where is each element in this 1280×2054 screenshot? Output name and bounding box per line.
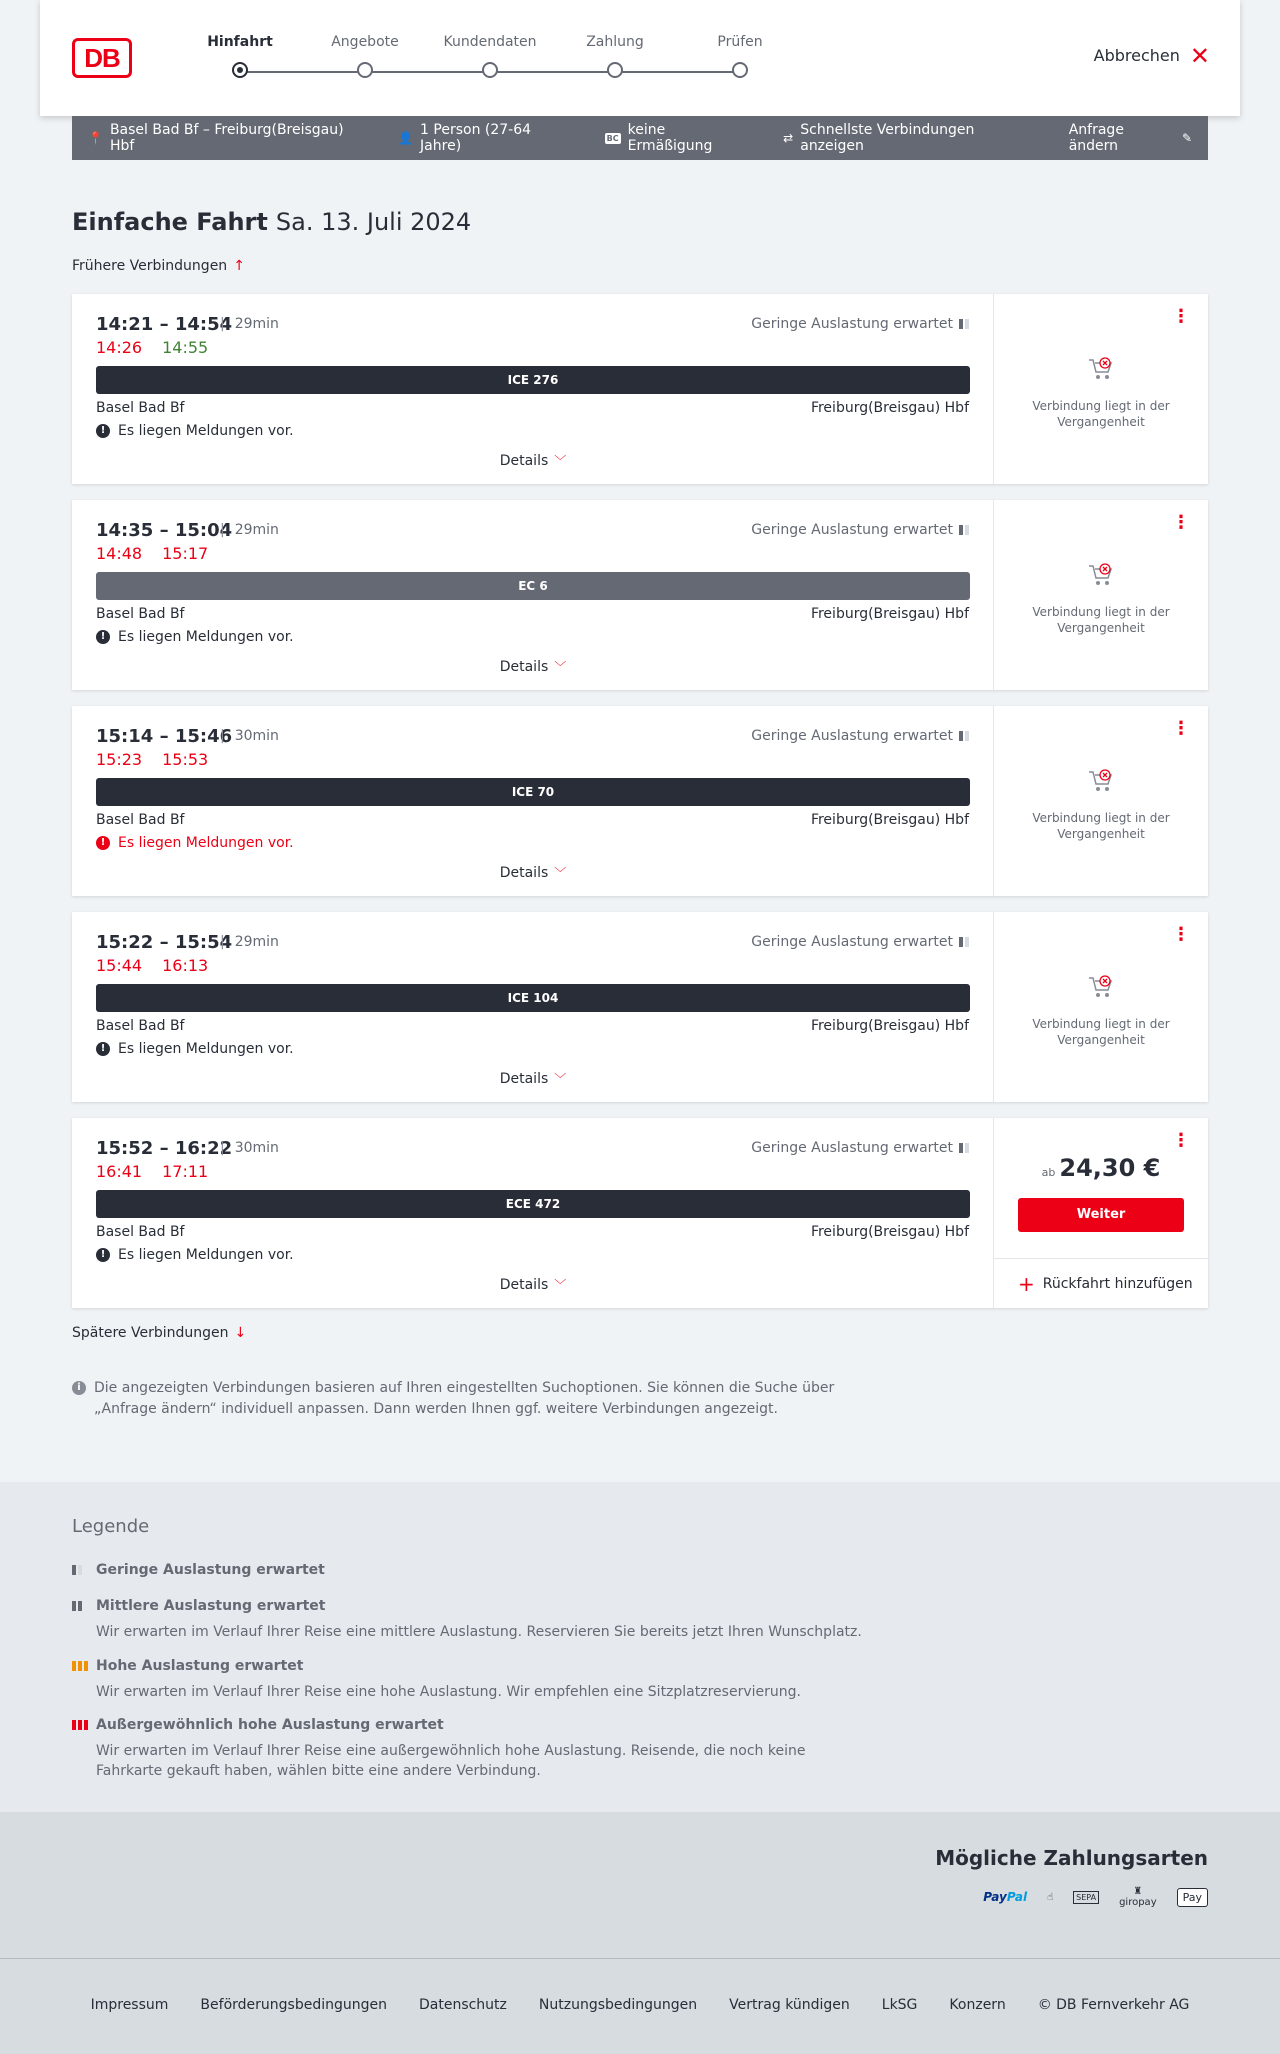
- message-notice: [96, 629, 294, 645]
- paypal-part-b: Pal: [1006, 1890, 1028, 1904]
- planned-times: 15:22 – 15:54: [96, 932, 233, 953]
- realtime-departure: 16:41: [96, 1162, 143, 1181]
- progress-steps: [207, 34, 790, 84]
- persons-text: 1 Person (27-64 Jahre): [420, 122, 532, 154]
- step-angebote: [315, 34, 415, 50]
- details-toggle[interactable]: [72, 452, 994, 469]
- message-text: Es liegen Meldungen vor.: [118, 835, 294, 851]
- chevron-down-icon: ﹀: [554, 454, 567, 468]
- planned-times: 14:21 – 14:54: [96, 314, 233, 335]
- cart-unavailable-icon: [1087, 356, 1115, 382]
- occupancy-info: [751, 522, 969, 538]
- connection-card[interactable]: [72, 912, 1208, 1102]
- cart-unavailable-icon: [1087, 562, 1115, 588]
- exclamation-icon: !: [96, 1042, 110, 1056]
- chevron-down-icon: ﹀: [554, 660, 567, 674]
- train-bar: ICE 276: [96, 366, 970, 394]
- pencil-icon: ✎: [1181, 131, 1192, 145]
- details-toggle[interactable]: [72, 1276, 994, 1293]
- realtime-times: [96, 338, 208, 357]
- note-text: Die angezeigten Verbindungen basieren auf Ihren eingestellten Suchoptionen. Sie können die Suche über „Anfrage ändern“ individuell anpassen. Dann werden Ihnen ggf. weitere Verbindungen angezeigt.: [94, 1380, 835, 1417]
- cart-unavailable-icon: [1087, 974, 1115, 1000]
- origin-station: Basel Bad Bf: [96, 606, 185, 622]
- fastest-text: Schnellste Verbindungen anzeigen: [800, 122, 975, 154]
- connection-info: [72, 912, 994, 1102]
- occupancy-info: [751, 316, 969, 332]
- payment-methods: [983, 1886, 1208, 1908]
- occupancy-exceptional-icon: [72, 1720, 88, 1730]
- legend-item-desc: Wir erwarten im Verlauf Ihrer Reise eine hohe Auslastung. Wir empfehlen eine Sitzplatzreservierung.: [96, 1684, 801, 1700]
- legend-item-low: [72, 1562, 872, 1578]
- train-bar: ICE 70: [96, 778, 970, 806]
- past-connection-text: Verbindung liegt in der Vergangenheit: [1032, 399, 1170, 429]
- sepa-label: SEPA: [1073, 1891, 1099, 1904]
- offer-panel: [994, 1118, 1208, 1308]
- legend-item-title: Außergewöhnlich hohe Auslastung erwartet: [96, 1717, 444, 1733]
- credit-card-icon: ☝: [1047, 1891, 1054, 1903]
- info-icon: i: [72, 1381, 86, 1395]
- route-text: Basel Bad Bf – Freiburg(Breisgau) Hbf: [109, 122, 344, 154]
- footer-link-vertrag-kuendigen[interactable]: Vertrag kündigen: [729, 1997, 850, 2013]
- footer-link-konzern[interactable]: Konzern: [949, 1997, 1006, 2013]
- occupancy-low-icon: [959, 1143, 969, 1153]
- step-label: Angebote: [331, 34, 399, 50]
- add-return-button[interactable]: [994, 1258, 1208, 1308]
- message-notice: [96, 1247, 294, 1263]
- arrow-down-icon: ↓: [234, 1325, 247, 1341]
- route-info: [88, 122, 366, 154]
- offer-panel: [994, 706, 1208, 896]
- connection-info: [72, 294, 994, 484]
- trip-date: Sa. 13. Juli 2024: [275, 208, 472, 236]
- occupancy-low-icon: [72, 1565, 88, 1575]
- step-kundendaten: [440, 34, 540, 50]
- train-bar: ECE 472: [96, 1190, 970, 1218]
- db-logo[interactable]: DB: [72, 38, 132, 78]
- step-zahlung: [565, 34, 665, 50]
- step-pruefen: [690, 34, 790, 50]
- search-options-note: [72, 1378, 852, 1420]
- exclamation-icon: !: [96, 630, 110, 644]
- footer-copyright: © DB Fernverkehr AG: [1037, 1997, 1190, 2013]
- step-label: Zahlung: [586, 34, 644, 50]
- occupancy-low-icon: [959, 731, 969, 741]
- message-text: Es liegen Meldungen vor.: [118, 1041, 294, 1057]
- location-pin-icon: 📍: [88, 131, 103, 145]
- footer-link-nutzungsbedingungen[interactable]: Nutzungsbedingungen: [538, 1997, 698, 2013]
- occupancy-info: [751, 1140, 969, 1156]
- connection-info: [72, 1118, 994, 1308]
- duration: | 30min: [220, 728, 279, 744]
- giropay-logo: ♜ giropay: [1119, 1886, 1157, 1908]
- legend-item-medium: [72, 1598, 872, 1642]
- details-label: Details: [499, 1071, 549, 1087]
- exclamation-icon: !: [96, 1248, 110, 1262]
- fastest-info: [783, 122, 1037, 154]
- step-hinfahrt: [190, 34, 290, 50]
- step-dot: [482, 62, 498, 78]
- legend-title: Legende: [72, 1516, 150, 1537]
- chevron-down-icon: ﹀: [554, 1072, 567, 1086]
- connection-card[interactable]: [72, 294, 1208, 484]
- offer-panel: [994, 912, 1208, 1102]
- past-connection-text: Verbindung liegt in der Vergangenheit: [1032, 605, 1170, 635]
- close-icon: ✕: [1189, 41, 1210, 70]
- persons-info: [398, 122, 573, 154]
- origin-station: Basel Bad Bf: [96, 400, 185, 416]
- realtime-departure: 14:48: [96, 544, 143, 563]
- duration: | 29min: [220, 316, 279, 332]
- footer-link-impressum[interactable]: Impressum: [90, 1997, 169, 2013]
- plus-icon: +: [1018, 1271, 1035, 1296]
- price-prefix: ab: [1041, 1166, 1056, 1179]
- occupancy-info: [751, 728, 969, 744]
- occupancy-low-icon: [959, 525, 969, 535]
- realtime-times: [96, 956, 208, 975]
- page-title: [72, 208, 471, 236]
- more-options-icon[interactable]: ⋮: [1172, 718, 1190, 739]
- realtime-arrival: 15:17: [162, 544, 209, 563]
- paypal-part-a: Pay: [983, 1890, 1007, 1904]
- destination-station: Freiburg(Breisgau) Hbf: [810, 812, 969, 828]
- step-dot: [607, 62, 623, 78]
- cart-unavailable-icon: [1087, 768, 1115, 794]
- step-label: Kundendaten: [443, 34, 537, 50]
- origin-station: Basel Bad Bf: [96, 1018, 185, 1034]
- step-label: Prüfen: [717, 34, 763, 50]
- occupancy-medium-icon: [72, 1601, 88, 1611]
- change-label: Anfrage ändern: [1068, 122, 1124, 154]
- search-summary-bar: [72, 116, 1208, 160]
- details-label: Details: [499, 865, 549, 881]
- offer-panel: [994, 500, 1208, 690]
- sepa-icon: [1073, 1892, 1099, 1903]
- legend-item-title: Hohe Auslastung erwartet: [96, 1658, 304, 1674]
- realtime-departure: 15:23: [96, 750, 143, 769]
- cancel-label: Abbrechen: [1093, 46, 1180, 65]
- more-options-icon[interactable]: ⋮: [1172, 512, 1190, 533]
- planned-times: 15:14 – 15:46: [96, 726, 233, 747]
- later-connections-link[interactable]: [72, 1325, 246, 1341]
- arrow-up-icon: ↑: [233, 258, 245, 274]
- earlier-connections-link[interactable]: [72, 258, 245, 274]
- person-icon: 👤: [398, 131, 414, 145]
- trip-type: Einfache Fahrt: [72, 208, 268, 236]
- applepay-label: Pay: [1182, 1890, 1202, 1904]
- connection-card[interactable]: [72, 1118, 1208, 1308]
- occupancy-text: Geringe Auslastung erwartet: [751, 1140, 953, 1156]
- legend-item-desc: Wir erwarten im Verlauf Ihrer Reise eine außergewöhnlich hohe Auslastung. Reisende, die noch keine Fahrkarte gekauft haben, wählen bitte eine andere Verbindung.: [96, 1743, 806, 1779]
- realtime-times: [96, 1162, 208, 1181]
- earlier-label: Frühere Verbindungen: [72, 258, 228, 274]
- change-request-button[interactable]: [1069, 122, 1192, 154]
- occupancy-low-icon: [959, 937, 969, 947]
- legend-section: [0, 1482, 1280, 1812]
- destination-station: Freiburg(Breisgau) Hbf: [810, 1224, 969, 1240]
- step-label: Hinfahrt: [207, 34, 273, 50]
- chevron-down-icon: ﹀: [554, 1278, 567, 1292]
- connection-info: [72, 706, 994, 896]
- message-notice: [96, 423, 294, 439]
- message-text: Es liegen Meldungen vor.: [118, 629, 294, 645]
- realtime-times: [96, 750, 208, 769]
- footer-link-lksg[interactable]: LkSG: [881, 1997, 918, 2013]
- realtime-arrival: 16:13: [162, 956, 209, 975]
- details-toggle[interactable]: [72, 658, 994, 675]
- realtime-arrival: 14:55: [162, 338, 209, 357]
- details-toggle[interactable]: [72, 864, 994, 881]
- exclamation-icon: !: [96, 836, 110, 850]
- details-label: Details: [499, 659, 549, 675]
- discount-info: [605, 122, 752, 154]
- step-dot: [232, 62, 248, 78]
- step-dot: [732, 62, 748, 78]
- legend-item-desc: Wir erwarten im Verlauf Ihrer Reise eine mittlere Auslastung. Reservieren Sie bereits jetzt Ihren Wunschplatz.: [96, 1624, 862, 1640]
- realtime-arrival: 17:11: [162, 1162, 209, 1181]
- connection-card[interactable]: [72, 500, 1208, 690]
- legend-item-exceptional: [72, 1717, 872, 1781]
- cancel-button[interactable]: [1093, 41, 1210, 70]
- message-notice-alert: [96, 835, 294, 851]
- duration: | 29min: [220, 522, 279, 538]
- offer-panel: [994, 294, 1208, 484]
- origin-station: Basel Bad Bf: [96, 812, 185, 828]
- duration: | 29min: [220, 934, 279, 950]
- destination-station: Freiburg(Breisgau) Hbf: [810, 1018, 969, 1034]
- applepay-logo: [1177, 1888, 1208, 1907]
- price-value: 24,30 €: [1059, 1154, 1161, 1182]
- past-connection-text: Verbindung liegt in der Vergangenheit: [1032, 811, 1170, 841]
- price: [994, 1154, 1208, 1182]
- message-text: Es liegen Meldungen vor.: [118, 423, 294, 439]
- footer-link-befoerderungsbedingungen[interactable]: Beförderungsbedingungen: [200, 1997, 387, 2013]
- legend-item-title: Geringe Auslastung erwartet: [96, 1562, 325, 1578]
- payment-title: Mögliche Zahlungsarten: [935, 1846, 1208, 1870]
- past-connection-text: Verbindung liegt in der Vergangenheit: [1032, 1017, 1170, 1047]
- details-label: Details: [499, 1277, 549, 1293]
- occupancy-info: [751, 934, 969, 950]
- legend-item-title: Mittlere Auslastung erwartet: [96, 1598, 326, 1614]
- occupancy-text: Geringe Auslastung erwartet: [751, 728, 953, 744]
- destination-station: Freiburg(Breisgau) Hbf: [810, 606, 969, 622]
- footer: [0, 1958, 1280, 2054]
- discount-text: keine Ermäßigung: [627, 122, 713, 154]
- connection-info: [72, 500, 994, 690]
- origin-station: Basel Bad Bf: [96, 1224, 185, 1240]
- more-options-icon[interactable]: ⋮: [1172, 924, 1190, 945]
- message-notice: [96, 1041, 294, 1057]
- occupancy-text: Geringe Auslastung erwartet: [751, 522, 953, 538]
- footer-links: [0, 1997, 1280, 2013]
- details-toggle[interactable]: [72, 1070, 994, 1087]
- header: [40, 0, 1240, 116]
- chevron-down-icon: ﹀: [554, 866, 567, 880]
- paypal-logo: [983, 1890, 1027, 1904]
- details-label: Details: [499, 453, 549, 469]
- realtime-times: [96, 544, 208, 563]
- train-bar: EC 6: [96, 572, 970, 600]
- continue-button[interactable]: Weiter: [1018, 1198, 1184, 1232]
- occupancy-text: Geringe Auslastung erwartet: [751, 934, 953, 950]
- realtime-arrival: 15:53: [162, 750, 209, 769]
- occupancy-low-icon: [959, 319, 969, 329]
- planned-times: 15:52 – 16:22: [96, 1138, 233, 1159]
- payment-methods-section: [0, 1812, 1280, 1958]
- exclamation-icon: !: [96, 424, 110, 438]
- footer-link-datenschutz[interactable]: Datenschutz: [418, 1997, 507, 2013]
- planned-times: 14:35 – 15:04: [96, 520, 233, 541]
- realtime-departure: 15:44: [96, 956, 143, 975]
- giropay-label: giropay: [1119, 1897, 1157, 1908]
- occupancy-text: Geringe Auslastung erwartet: [751, 316, 953, 332]
- swap-icon: ⇄: [783, 131, 794, 145]
- legend-item-high: [72, 1658, 872, 1702]
- realtime-departure: 14:26: [96, 338, 143, 357]
- later-label: Spätere Verbindungen: [72, 1325, 229, 1341]
- occupancy-high-icon: [72, 1661, 88, 1671]
- train-bar: ICE 104: [96, 984, 970, 1012]
- connection-card[interactable]: [72, 706, 1208, 896]
- bahncard-icon: BC: [606, 133, 619, 143]
- add-return-label: Rückfahrt hinzufügen: [1042, 1275, 1193, 1292]
- more-options-icon[interactable]: ⋮: [1172, 1130, 1190, 1151]
- more-options-icon[interactable]: ⋮: [1172, 306, 1190, 327]
- destination-station: Freiburg(Breisgau) Hbf: [810, 400, 969, 416]
- duration: | 30min: [220, 1140, 279, 1156]
- message-text: Es liegen Meldungen vor.: [118, 1247, 294, 1263]
- step-dot: [357, 62, 373, 78]
